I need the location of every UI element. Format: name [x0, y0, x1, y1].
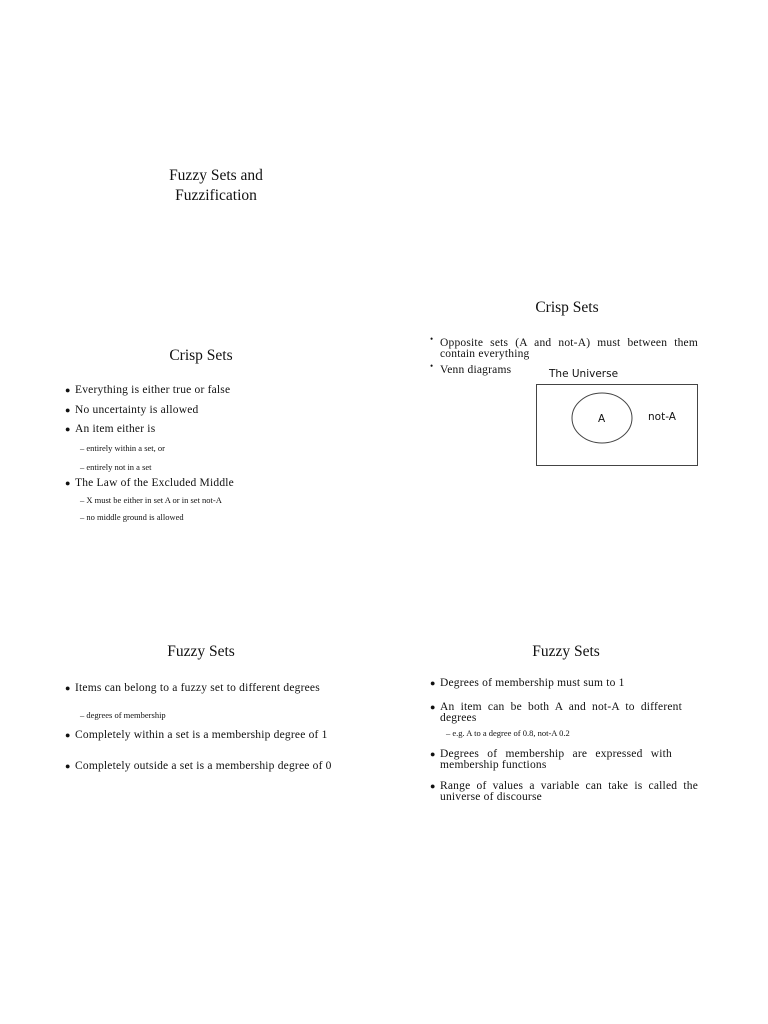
venn-a-label: A — [598, 413, 606, 425]
crisp-left-bullet-2: ● No uncertainty is allowed — [75, 405, 198, 416]
crisp-right-heading: Crisp Sets — [535, 299, 599, 316]
fuzzy-left-bullet-1: ● Items can belong to a fuzzy set to different degrees — [75, 683, 329, 694]
fuzzy-right-bullet-2: ● An item can be both A and not-A to different degrees — [440, 702, 682, 723]
fuzzy-right-bullet-1: ● Degrees of membership must sum to 1 — [440, 678, 625, 689]
crisp-right-bullet-2: • Venn diagrams — [440, 365, 511, 376]
crisp-left-bullet-1: ● Everything is either true or false — [75, 385, 230, 396]
fuzzy-left-bullet-3: ● Completely outside a set is a membership degree of 0 — [75, 761, 334, 772]
fuzzy-right-bullet-3: ● Degrees of membership are expressed with membership functions — [440, 749, 672, 770]
crisp-right-bullet-1: • Opposite sets (A and not-A) must between them contain everything — [440, 338, 698, 359]
title-slide — [126, 166, 306, 206]
slide-title-line-1: Fuzzy Sets and — [169, 167, 263, 184]
crisp-left-sub-3: – X must be either in set A or in set not-A — [80, 495, 222, 505]
crisp-left-sub-4: – no middle ground is allowed — [80, 512, 184, 522]
fuzzy-right-sub-1: – e.g. A to a degree of 0.8, not-A 0.2 — [446, 728, 570, 738]
venn-not-a-label: not-A — [648, 411, 676, 423]
crisp-left-sub-1: – entirely within a set, or — [80, 443, 165, 453]
venn-diagram — [536, 384, 698, 467]
fuzzy-left-heading: Fuzzy Sets — [167, 643, 235, 660]
crisp-left-sub-2: – entirely not in a set — [80, 462, 152, 472]
crisp-left-heading: Crisp Sets — [169, 347, 233, 364]
crisp-left-bullet-4: ● The Law of the Excluded Middle — [75, 478, 234, 489]
fuzzy-left-sub-1: – degrees of membership — [80, 710, 166, 720]
fuzzy-right-heading: Fuzzy Sets — [532, 643, 600, 660]
venn-universe-label: The Universe — [549, 368, 619, 380]
slide-title-line-2: Fuzzification — [175, 187, 257, 204]
crisp-left-bullet-3: ● An item either is — [75, 424, 155, 435]
fuzzy-left-bullet-2: ● Completely within a set is a membership degree of 1 — [75, 730, 329, 741]
fuzzy-right-bullet-4: ● Range of values a variable can take is called the universe of discourse — [440, 781, 698, 802]
